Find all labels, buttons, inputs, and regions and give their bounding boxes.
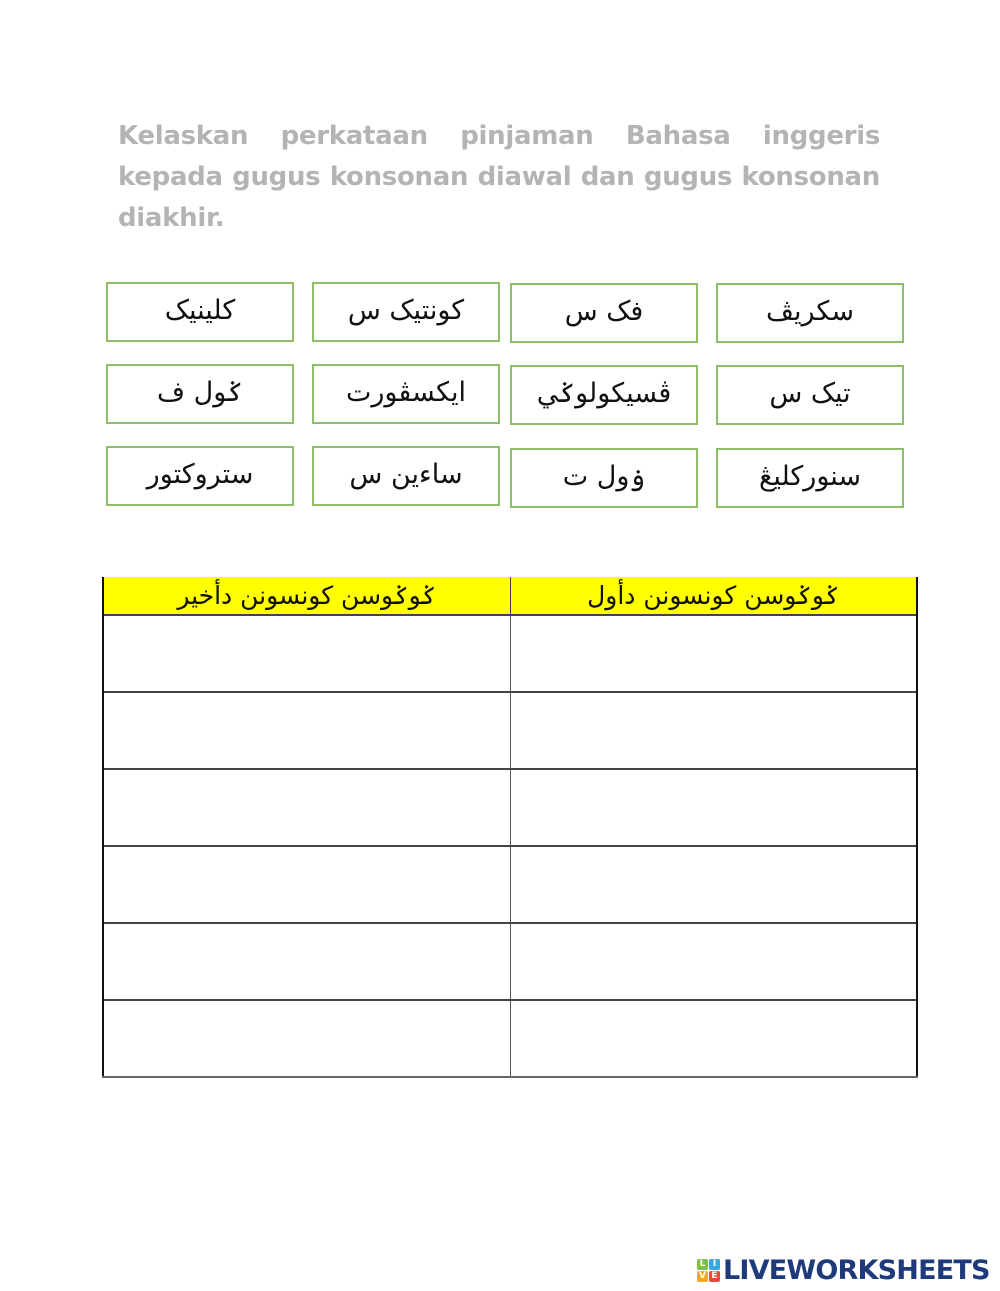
drop-zone-final[interactable] bbox=[103, 615, 510, 692]
column-header-initial-cluster: ݢوݢوسن کونسونن دأول bbox=[510, 577, 917, 615]
table-row bbox=[103, 769, 917, 846]
word-card[interactable]: فک س bbox=[510, 283, 698, 343]
drop-zone-initial[interactable] bbox=[510, 615, 917, 692]
table-row bbox=[103, 1000, 917, 1077]
word-card[interactable]: ڤسيکولوݢي bbox=[510, 365, 698, 425]
drop-zone-final[interactable] bbox=[103, 846, 510, 923]
word-card[interactable]: سنورکليڠ bbox=[716, 448, 904, 508]
word-card[interactable]: ستروکتور bbox=[106, 446, 294, 506]
word-card[interactable]: کلينيک bbox=[106, 282, 294, 342]
word-card[interactable]: ايکسڤورت bbox=[312, 364, 500, 424]
sorting-table bbox=[102, 577, 918, 1078]
table-header-row bbox=[103, 577, 917, 615]
table-row bbox=[103, 846, 917, 923]
word-card[interactable]: ۏول ت bbox=[510, 448, 698, 508]
logo-letter: V bbox=[697, 1271, 708, 1282]
logo-letter: E bbox=[709, 1271, 720, 1282]
table-row bbox=[103, 923, 917, 1000]
word-card[interactable]: سکريڤ bbox=[716, 283, 904, 343]
drop-zone-final[interactable] bbox=[103, 1000, 510, 1077]
liveworksheets-brand bbox=[697, 1255, 990, 1285]
word-card[interactable]: ساءين س bbox=[312, 446, 500, 506]
word-card[interactable]: تيک س bbox=[716, 365, 904, 425]
brand-name: LIVEWORKSHEETS bbox=[723, 1254, 990, 1286]
live-logo-icon bbox=[697, 1259, 720, 1282]
instruction-text: Kelaskan perkataan pinjaman Bahasa inggeris kepada gugus konsonan diawal dan gugus konsonan diakhir. bbox=[118, 121, 880, 233]
drop-zone-initial[interactable] bbox=[510, 846, 917, 923]
drop-zone-final[interactable] bbox=[103, 692, 510, 769]
drop-zone-initial[interactable] bbox=[510, 1000, 917, 1077]
column-header-final-cluster: ݢوݢوسن کونسونن دأخير bbox=[103, 577, 510, 615]
table-row bbox=[103, 692, 917, 769]
drop-zone-initial[interactable] bbox=[510, 692, 917, 769]
word-card[interactable]: کونتيک س bbox=[312, 282, 500, 342]
logo-letter: L bbox=[697, 1259, 708, 1270]
drop-zone-initial[interactable] bbox=[510, 923, 917, 1000]
drop-zone-initial[interactable] bbox=[510, 769, 917, 846]
word-card[interactable]: ݢول ف bbox=[106, 364, 294, 424]
drop-zone-final[interactable] bbox=[103, 923, 510, 1000]
table-row bbox=[103, 615, 917, 692]
drop-zone-final[interactable] bbox=[103, 769, 510, 846]
logo-letter: I bbox=[709, 1259, 720, 1270]
